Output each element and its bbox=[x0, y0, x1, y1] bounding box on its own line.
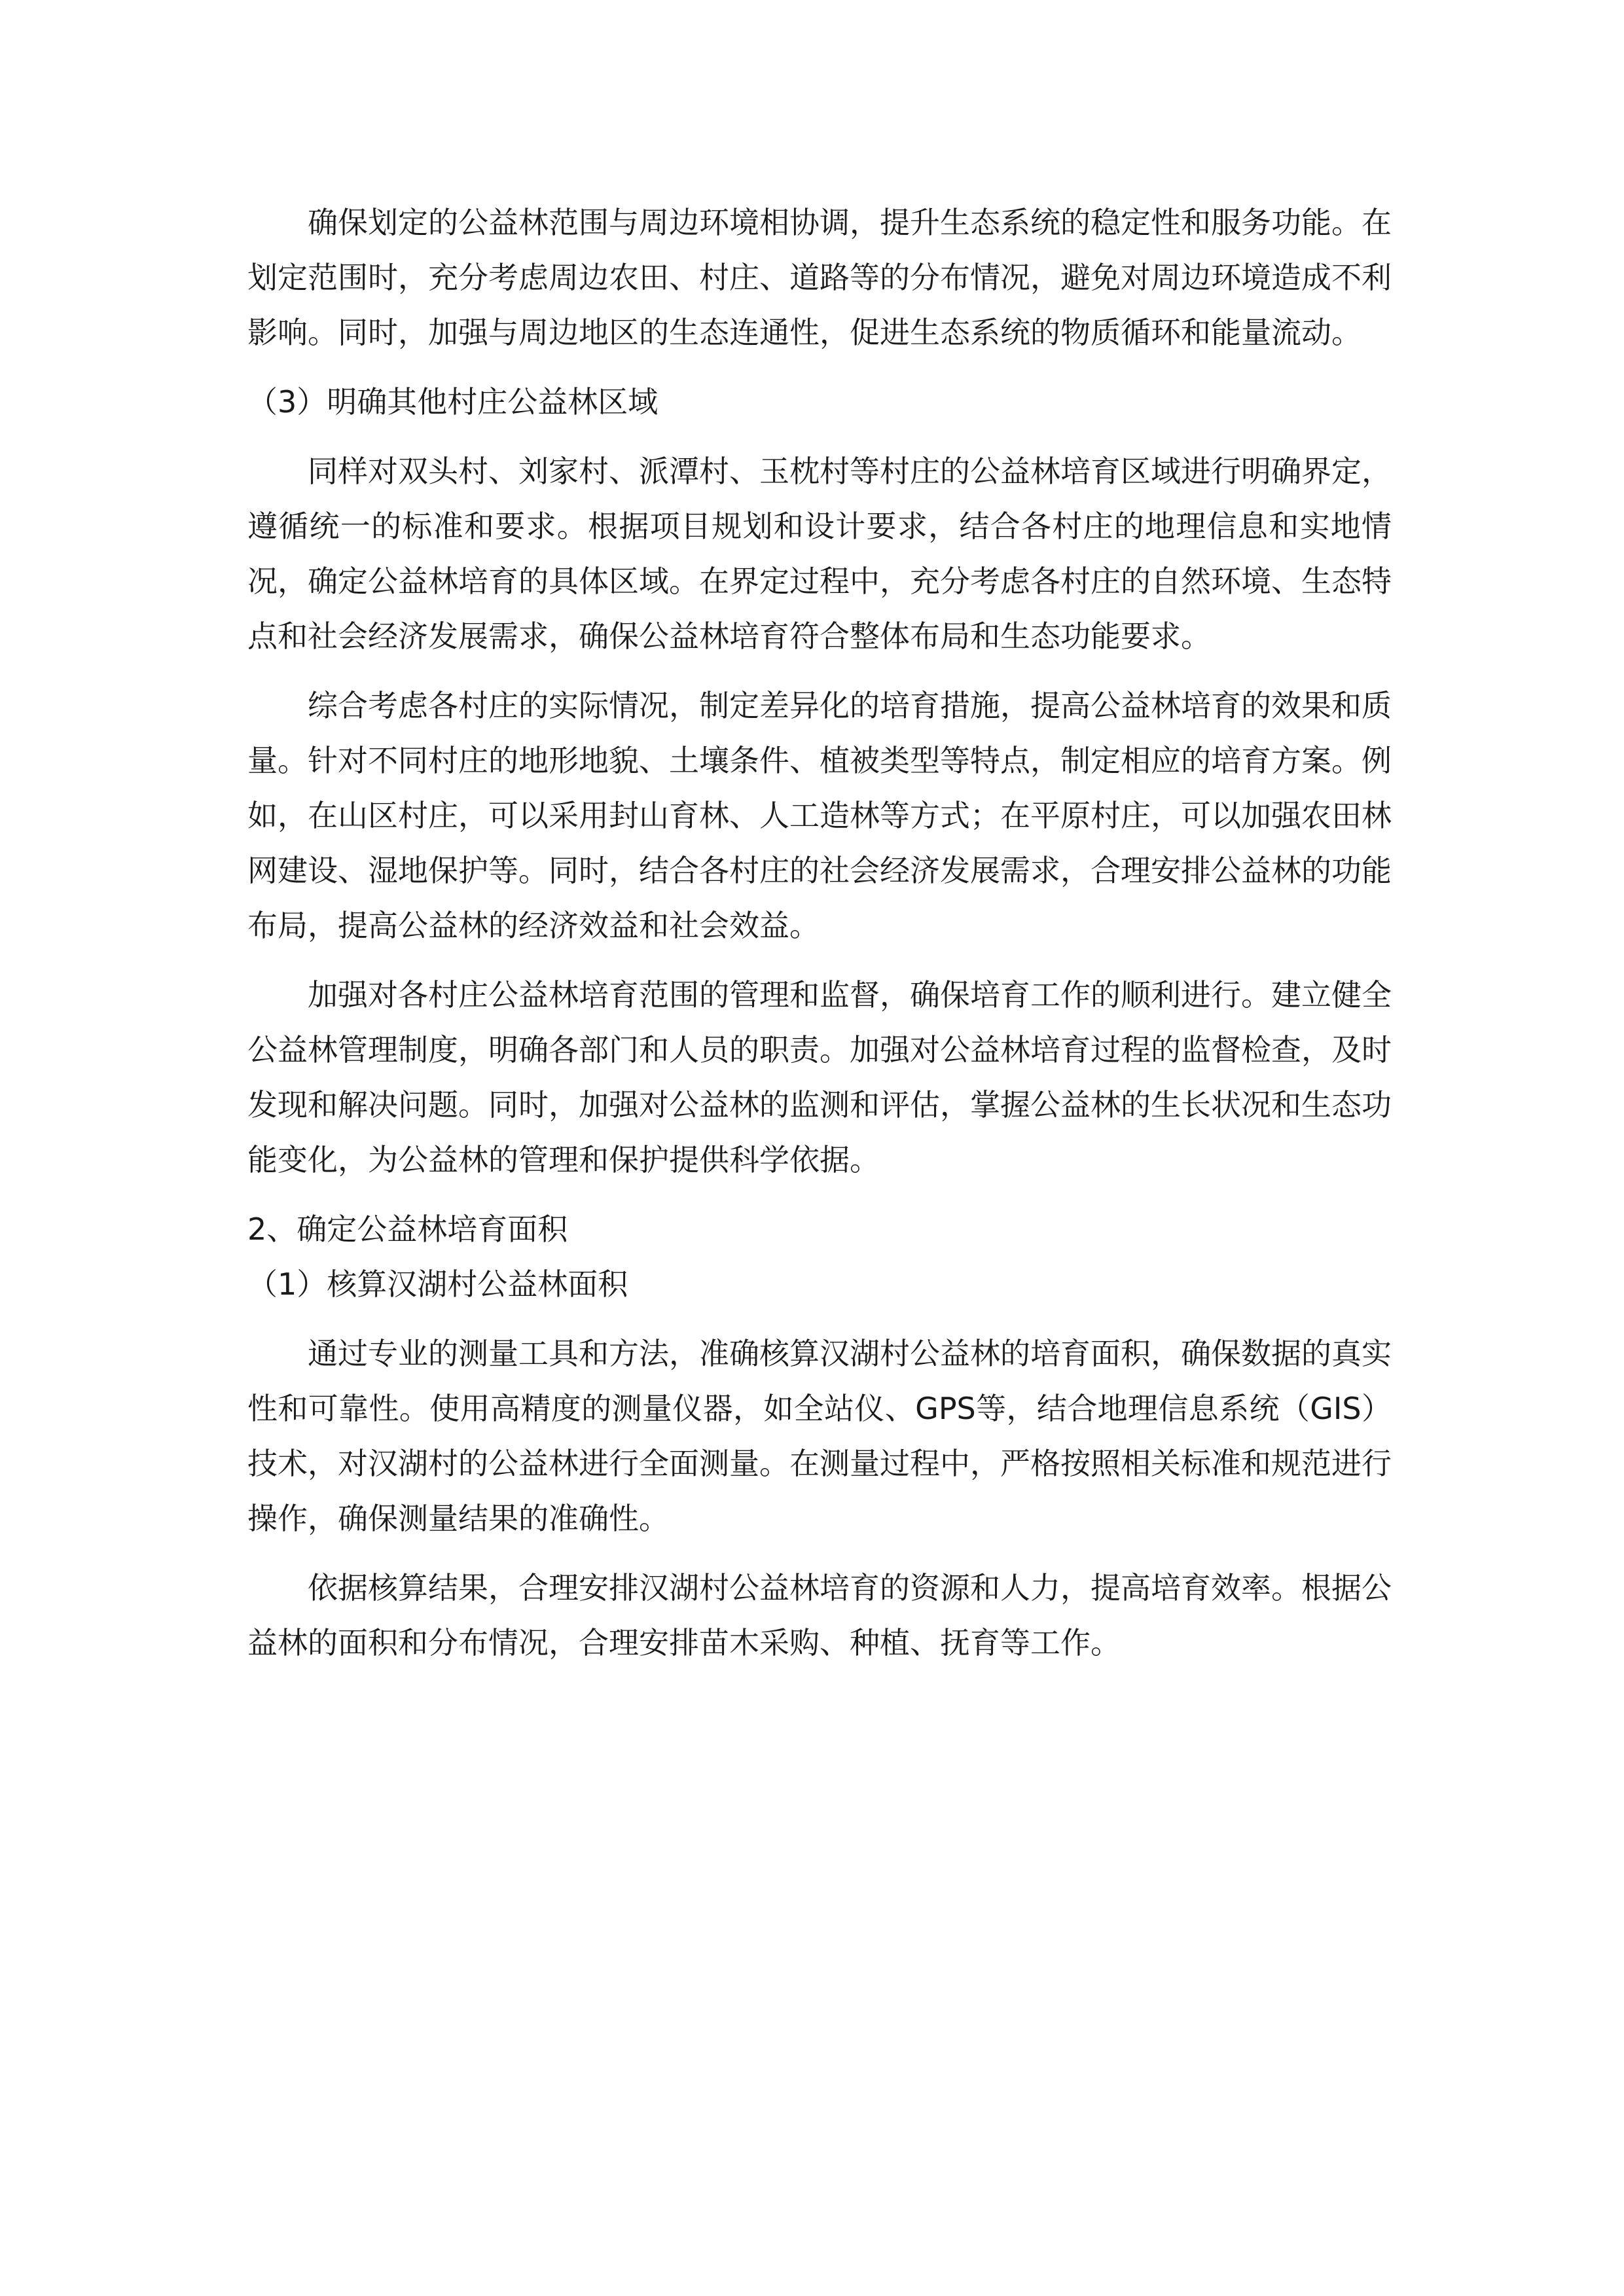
paragraph-2: 同样对双头村、刘家村、派潭村、玉枕村等村庄的公益林培育区域进行明确界定，遵循统一的标准和要求。根据项目规划和设计要求，结合各村庄的地理信息和实地情况，确定公益林培育的具体区域。在界定过程中，充分考虑各村庄的自然环境、生态特点和社会经济发展需求，确保公益林培育符合整体布局和生态功能要求。 bbox=[247, 454, 1392, 654]
paragraph-4: 加强对各村庄公益林培育范围的管理和监督，确保培育工作的顺利进行。建立健全公益林管理制度，明确各部门和人员的职责。加强对公益林培育过程的监督检查，及时发现和解决问题。同时，加强对公益林的监测和评估，掌握公益林的生长状况和生态功能变化，为公益林的管理和保护提供科学依据。 bbox=[247, 977, 1392, 1177]
subheading-1: （1）核算汉湖村公益林面积 bbox=[247, 1266, 628, 1302]
section-heading-2: 2、确定公益林培育面积 bbox=[247, 1211, 568, 1247]
paragraph-3: 综合考虑各村庄的实际情况，制定差异化的培育措施，提高公益林培育的效果和质量。针对不同村庄的地形地貌、土壤条件、植被类型等特点，制定相应的培育方案。例如，在山区村庄，可以采用封山育林、人工造林等方式；在平原村庄，可以加强农田林网建设、湿地保护等。同时，结合各村庄的社会经济发展需求，合理安排公益林的功能布局，提高公益林的经济效益和社会效益。 bbox=[247, 688, 1392, 943]
document-body bbox=[247, 195, 1392, 1670]
paragraph-5: 通过专业的测量工具和方法，准确核算汉湖村公益林的培育面积，确保数据的真实性和可靠性。使用高精度的测量仪器，如全站仪、GPS等，结合地理信息系统（GIS）技术，对汉湖村的公益林进行全面测量。在测量过程中，严格按照相关标准和规范进行操作，确保测量结果的准确性。 bbox=[247, 1336, 1392, 1536]
subheading-3: （3）明确其他村庄公益林区域 bbox=[247, 384, 659, 420]
paragraph-6: 依据核算结果，合理安排汉湖村公益林培育的资源和人力，提高培育效率。根据公益林的面积和分布情况，合理安排苗木采购、种植、抚育等工作。 bbox=[247, 1570, 1392, 1660]
paragraph-1: 确保划定的公益林范围与周边环境相协调，提升生态系统的稳定性和服务功能。在划定范围时，充分考虑周边农田、村庄、道路等的分布情况，避免对周边环境造成不利影响。同时，加强与周边地区的生态连通性，促进生态系统的物质循环和能量流动。 bbox=[247, 205, 1392, 350]
